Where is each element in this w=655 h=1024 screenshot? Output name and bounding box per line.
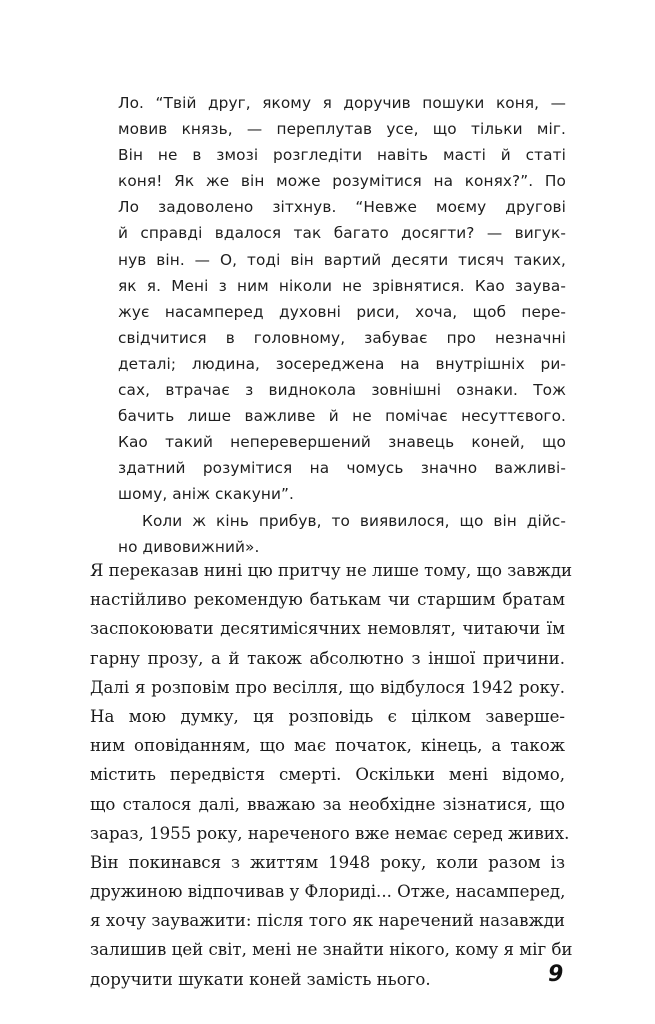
- page-number: 9: [548, 962, 564, 987]
- quote-line: й справді вдалося так багато досягти? — вигук-: [118, 224, 566, 243]
- quote-line: Као такий неперевершений знавець коней, що: [118, 433, 566, 452]
- paragraph-line: доручити шукати коней замість нього.: [90, 969, 431, 989]
- paragraph-line: містить передвістя смерті. Оскільки мені відомо,: [90, 765, 565, 785]
- paragraph-line: На мою думку, ця розповідь є цілком заверше-: [90, 706, 565, 726]
- quote-line: сах, втрачає з виднокола зовнішні ознаки. Тож: [118, 381, 566, 400]
- quote-line: коня! Як же він може розумітися на конях?”. По: [118, 172, 566, 191]
- paragraph-line: Далі я розповім про весілля, що відбулося 1942 року.: [90, 677, 565, 697]
- quote-line: мовив князь, — переплутав усе, що тільки міг.: [118, 120, 566, 139]
- quote-line: нув він. — О, тоді він вартий десяти тисяч таких,: [118, 250, 566, 269]
- quote-line: жує насамперед духовні риси, хоча, щоб пере-: [118, 302, 566, 321]
- paragraph-line: Я переказав нині цю притчу не лише тому, що завжди: [90, 561, 573, 580]
- paragraph-line: ним оповіданням, що має початок, кінець, а також: [90, 736, 565, 756]
- quote-line: здатний розумітися на чомусь значно важливі-: [118, 459, 566, 478]
- paragraph-line: заспокоювати десятимісячних немовлят, читаючи їм: [90, 619, 565, 639]
- quote-line: Він не в змозі розгледіти навіть масті й статі: [118, 146, 566, 165]
- paragraph-line: настійливо рекомендую батькам чи старшим братам: [90, 590, 565, 610]
- quote-line: бачить лише важливе й не помічає несуттєвого.: [118, 407, 566, 426]
- paragraph-line: гарну прозу, а й також абсолютно з іншої причини.: [90, 648, 565, 668]
- quote-line: но дивовижний».: [118, 537, 260, 556]
- quote-line: Ло задоволено зітхнув. “Невже моєму другові: [118, 198, 566, 217]
- paragraph-line: Він покинався з життям 1948 року, коли разом із: [90, 852, 565, 872]
- paragraph-line: я хочу зауважити: після того як наречений назавжди: [90, 911, 565, 931]
- paragraph-line: дружиною відпочивав у Флориді... Отже, насамперед,: [90, 882, 566, 902]
- main-paragraph: [90, 556, 573, 994]
- paragraph-line: що сталося далі, вважаю за необхідне зізнатися, що: [90, 794, 565, 814]
- quote-line: свідчитися в головному, забуває про незначні: [118, 328, 566, 347]
- paragraph-line: зараз, 1955 року, нареченого вже немає серед живих.: [90, 823, 570, 843]
- quote-line: Ло. “Твій друг, якому я доручив пошуки коня, —: [118, 94, 566, 112]
- quote-line: Коли ж кінь прибув, то виявилося, що він дійс-: [142, 511, 566, 530]
- paragraph-line: залишив цей світ, мені не знайти нікого, кому я міг би: [90, 940, 573, 960]
- quote-line: як я. Мені з ним ніколи не зрівнятися. Као заува-: [118, 276, 566, 295]
- quote-line: шому, аніж скакуни”.: [118, 485, 294, 504]
- quoted-passage: [118, 90, 566, 560]
- quote-line: деталі; людина, зосереджена на внутрішніх ри-: [118, 354, 566, 373]
